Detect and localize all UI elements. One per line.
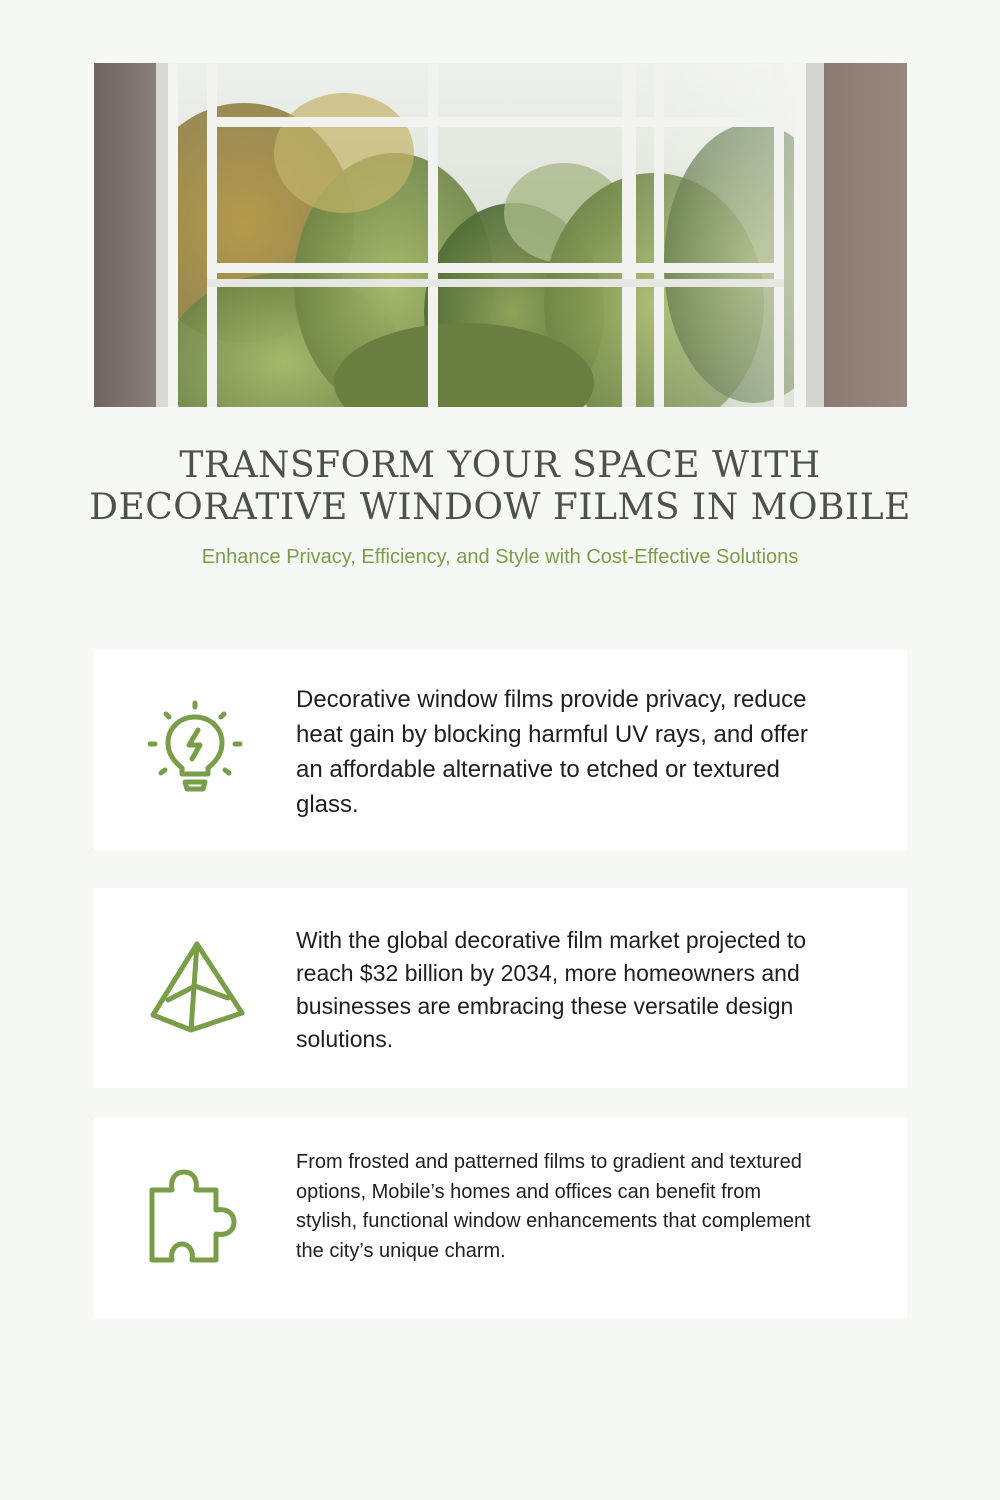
lightbulb-icon [148,700,248,800]
feature-text: From frosted and patterned films to gradient and textured options, Mobile’s homes and offices can benefit from stylish, functional window enhancements that complement the city’s unique charm. [296,1151,811,1262]
pyramid-icon [148,938,248,1038]
page-title [60,445,940,529]
page-subtitle: Enhance Privacy, Efficiency, and Style with Cost-Effective Solutions [201,546,799,568]
feature-text: Decorative window films provide privacy, reduce heat gain by blocking harmful UV rays, and offer an affordable alternative to etched or textured glass. [296,686,808,818]
title-line-2: DECORATIVE WINDOW FILMS IN MOBILE [89,487,911,528]
feature-card-privacy [94,650,907,850]
puzzle-piece-icon [148,1168,248,1268]
title-line-1: TRANSFORM YOUR SPACE WITH [179,445,821,486]
feature-text: With the global decorative film market projected to reach $32 billion by 2034, more homeowners and businesses are embracing these versatile design solutions. [296,927,807,1052]
hero-image [94,63,907,407]
feature-card-options [94,1118,907,1318]
feature-card-market [94,888,907,1088]
